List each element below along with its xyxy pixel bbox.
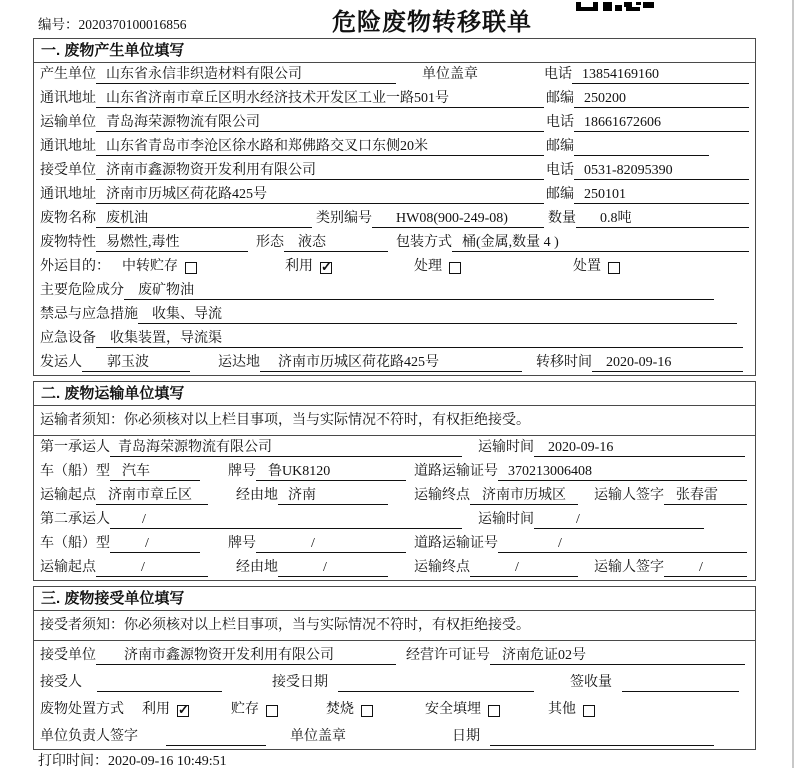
receiver-value: 济南市鑫源物资开发利用有限公司 xyxy=(96,162,544,180)
serial-number xyxy=(38,13,187,33)
purpose-option-utilize xyxy=(285,258,332,276)
first-carrier-value: 青岛海荣源物流有限公司 xyxy=(110,439,462,457)
category-value: HW08(900-249-08) xyxy=(372,210,544,228)
zip-label: 邮编 xyxy=(546,187,574,202)
row-hazard-component xyxy=(34,279,755,303)
plate-value: 鲁UK8120 xyxy=(256,463,406,481)
address-label: 通讯地址 xyxy=(40,139,96,154)
row-purpose xyxy=(34,255,755,279)
character-label: 废物特性 xyxy=(40,235,96,250)
print-timestamp xyxy=(38,755,796,768)
via-label: 经由地 xyxy=(236,560,278,575)
transporter-label: 运输单位 xyxy=(40,115,96,130)
serial-label: 编号： xyxy=(38,17,79,32)
carrier-sign-label: 运输人签字 xyxy=(594,488,664,503)
address-label: 通讯地址 xyxy=(40,91,96,106)
transporter-value: 青岛海荣源物流有限公司 xyxy=(96,114,544,132)
carrier-sign-value: / xyxy=(664,559,747,577)
transport-time-label: 运输时间 xyxy=(478,512,534,527)
checkbox-icon xyxy=(583,705,595,717)
producer-phone-value: 13854169160 xyxy=(572,66,749,84)
transporter-phone-value: 18661672606 xyxy=(574,114,749,132)
transfer-date-label: 转移时间 xyxy=(536,355,592,370)
producer-zip-value: 250200 xyxy=(574,90,749,108)
checkbox-icon xyxy=(449,262,461,274)
unit-seal-label: 单位盖章 xyxy=(422,67,478,82)
section-producer-heading: 一. 废物产生单位填写 xyxy=(34,39,755,63)
checkbox-icon xyxy=(361,705,373,717)
via-label: 经由地 xyxy=(236,488,278,503)
row-waste-character xyxy=(34,231,755,255)
checkbox-icon xyxy=(177,705,189,717)
acceptor-label: 接受人 xyxy=(40,675,82,690)
manager-sign-value xyxy=(166,728,266,746)
purpose-option-transfer-storage xyxy=(122,258,197,276)
option-label: 安全填埋 xyxy=(425,702,481,717)
option-label: 焚烧 xyxy=(326,702,354,717)
phone-label: 电话 xyxy=(544,67,572,82)
section-receiver-heading: 三. 废物接受单位填写 xyxy=(34,587,755,611)
plate-value: / xyxy=(256,535,406,553)
disposal-option-utilize xyxy=(142,701,189,719)
checkbox-icon xyxy=(488,705,500,717)
signed-qty-value xyxy=(622,674,739,692)
row-accepting-unit xyxy=(34,641,755,668)
row-second-carrier xyxy=(34,508,755,532)
terminus-value: / xyxy=(470,559,578,577)
page-title: 危险废物转移联单 xyxy=(332,9,532,36)
row-vehicle-2 xyxy=(34,532,755,556)
terminus-label: 运输终点 xyxy=(414,560,470,575)
shipper-label: 发运人 xyxy=(40,355,82,370)
via-value: 济南 xyxy=(278,487,388,505)
disposal-method-label: 废物处置方式 xyxy=(40,702,124,717)
row-vehicle-1 xyxy=(34,460,755,484)
transport-time-label: 运输时间 xyxy=(478,440,534,455)
accept-date-value xyxy=(338,674,534,692)
second-carrier-value: / xyxy=(110,511,462,529)
row-shipper xyxy=(34,351,755,375)
transporter-zip-value xyxy=(574,138,709,156)
carrier-sign-label: 运输人签字 xyxy=(594,560,664,575)
row-emergency-equipment xyxy=(34,327,755,351)
qty-value: 0.8吨 xyxy=(576,210,749,228)
row-disposal-method xyxy=(34,695,755,722)
row-receiver xyxy=(34,159,755,183)
row-first-carrier xyxy=(34,436,755,460)
option-label: 利用 xyxy=(285,259,313,274)
equipment-label: 应急设备 xyxy=(40,331,96,346)
transport-time-value: / xyxy=(534,511,704,529)
carrier-sign-value: 张春雷 xyxy=(664,487,747,505)
form-label: 形态 xyxy=(256,235,284,250)
vehicle-type-label: 车（船）型 xyxy=(40,464,110,479)
producer-value: 山东省永信非织造材料有限公司 xyxy=(96,66,396,84)
terminus-label: 运输终点 xyxy=(414,488,470,503)
date-label: 日期 xyxy=(452,729,480,744)
unit-seal-label: 单位盖章 xyxy=(290,729,346,744)
row-acceptor xyxy=(34,668,755,695)
checkbox-icon xyxy=(185,262,197,274)
category-label: 类别编号 xyxy=(316,211,372,226)
receiver-notice: 接受者须知：你必须核对以上栏目事项，当与实际情况不符时，有权拒绝接受。 xyxy=(34,611,755,641)
qty-label: 数量 xyxy=(548,211,576,226)
row-transporter xyxy=(34,111,755,135)
disposal-option-other xyxy=(548,701,595,719)
transporter-notice: 运输者须知：你必须核对以上栏目事项，当与实际情况不符时，有权拒绝接受。 xyxy=(34,406,755,436)
receiver-phone-value: 0531-82095390 xyxy=(574,162,749,180)
terminus-value: 济南市历城区 xyxy=(470,487,578,505)
phone-label: 电话 xyxy=(546,163,574,178)
print-label: 打印时间： xyxy=(38,754,108,768)
acceptor-value xyxy=(97,674,222,692)
waste-name-value: 废机油 xyxy=(96,210,312,228)
address-label: 通讯地址 xyxy=(40,187,96,202)
producer-address-value: 山东省济南市章丘区明水经济技术开发区工业一路501号 xyxy=(96,90,544,108)
hazard-label: 主要危险成分 xyxy=(40,283,124,298)
accepting-unit-value: 济南市鑫源物资开发利用有限公司 xyxy=(96,647,396,665)
serial-value: 2020370100016856 xyxy=(78,17,187,32)
packing-value: 桶(金属,数量 4 ) xyxy=(452,234,749,252)
receiver-label: 接受单位 xyxy=(40,163,96,178)
manager-sign-label: 单位负责人签字 xyxy=(40,729,138,744)
option-label: 贮存 xyxy=(231,702,259,717)
plate-label: 牌号 xyxy=(228,536,256,551)
vehicle-type-value: / xyxy=(110,535,200,553)
plate-label: 牌号 xyxy=(228,464,256,479)
print-time-value: 2020-09-16 10:49:51 xyxy=(108,754,227,768)
option-label: 其他 xyxy=(548,702,576,717)
purpose-label: 外运目的： xyxy=(40,259,110,274)
checkbox-icon xyxy=(266,705,278,717)
destination-label: 运达地 xyxy=(218,355,260,370)
transporter-address-value: 山东省青岛市李沧区徐水路和郑佛路交叉口东侧20米 xyxy=(96,138,544,156)
row-transporter-address xyxy=(34,135,755,159)
checkbox-icon xyxy=(608,262,620,274)
vehicle-type-label: 车（船）型 xyxy=(40,536,110,551)
section-receiver xyxy=(33,586,756,750)
window-edge-divider xyxy=(792,0,794,768)
date-value xyxy=(490,728,714,746)
zip-label: 邮编 xyxy=(546,91,574,106)
origin-value: 济南市章丘区 xyxy=(96,487,208,505)
origin-label: 运输起点 xyxy=(40,488,96,503)
packing-label: 包装方式 xyxy=(396,235,452,250)
road-permit-label: 道路运输证号 xyxy=(414,536,498,551)
road-permit-value: 370213006408 xyxy=(498,463,747,481)
signed-qty-label: 签收量 xyxy=(570,675,612,690)
road-permit-label: 道路运输证号 xyxy=(414,464,498,479)
origin-label: 运输起点 xyxy=(40,560,96,575)
transport-time-value: 2020-09-16 xyxy=(534,439,745,457)
hazard-value: 废矿物油 xyxy=(124,282,714,300)
license-label: 经营许可证号 xyxy=(406,648,490,663)
emergency-value: 收集、导流 xyxy=(138,306,737,324)
first-carrier-label: 第一承运人 xyxy=(40,440,110,455)
destination-value: 济南市历城区荷花路425号 xyxy=(260,354,522,372)
purpose-option-dispose xyxy=(573,258,620,276)
via-value: / xyxy=(278,559,388,577)
shipper-value: 郭玉波 xyxy=(82,354,190,372)
row-route-1 xyxy=(34,484,755,508)
purpose-option-treat xyxy=(414,258,461,276)
option-label: 处置 xyxy=(573,259,601,274)
disposal-option-storage xyxy=(231,701,278,719)
row-emergency-measures xyxy=(34,303,755,327)
character-value: 易燃性,毒性 xyxy=(96,234,248,252)
transfer-date-value: 2020-09-16 xyxy=(592,354,743,372)
origin-value: / xyxy=(96,559,208,577)
checkbox-icon xyxy=(320,262,332,274)
row-producer xyxy=(34,63,755,87)
option-label: 利用 xyxy=(142,702,170,717)
option-label: 中转贮存 xyxy=(122,259,178,274)
emergency-label: 禁忌与应急措施 xyxy=(40,307,138,322)
phone-label: 电话 xyxy=(546,115,574,130)
receiver-address-value: 济南市历城区荷花路425号 xyxy=(96,186,544,204)
accepting-unit-label: 接受单位 xyxy=(40,648,96,663)
receiver-zip-value: 250101 xyxy=(574,186,749,204)
disposal-option-incinerate xyxy=(326,701,373,719)
row-receiver-address xyxy=(34,183,755,207)
section-transporter-heading: 二. 废物运输单位填写 xyxy=(34,382,755,406)
vehicle-type-value: 汽车 xyxy=(110,463,200,481)
waste-name-label: 废物名称 xyxy=(40,211,96,226)
section-transporter xyxy=(33,381,756,581)
second-carrier-label: 第二承运人 xyxy=(40,512,110,527)
option-label: 处理 xyxy=(414,259,442,274)
row-producer-address xyxy=(34,87,755,111)
disposal-option-landfill xyxy=(425,701,500,719)
row-waste-name xyxy=(34,207,755,231)
qr-code-fragment-icon xyxy=(576,0,654,16)
section-producer xyxy=(33,38,756,376)
document-header xyxy=(0,0,796,38)
row-manager-signature xyxy=(34,722,755,749)
road-permit-value: / xyxy=(498,535,747,553)
accept-date-label: 接受日期 xyxy=(272,675,328,690)
form-value: 液态 xyxy=(284,234,388,252)
license-value: 济南危证02号 xyxy=(490,647,745,665)
row-route-2 xyxy=(34,556,755,580)
producer-label: 产生单位 xyxy=(40,67,96,82)
zip-label: 邮编 xyxy=(546,139,574,154)
equipment-value: 收集装置，导流渠 xyxy=(96,330,743,348)
